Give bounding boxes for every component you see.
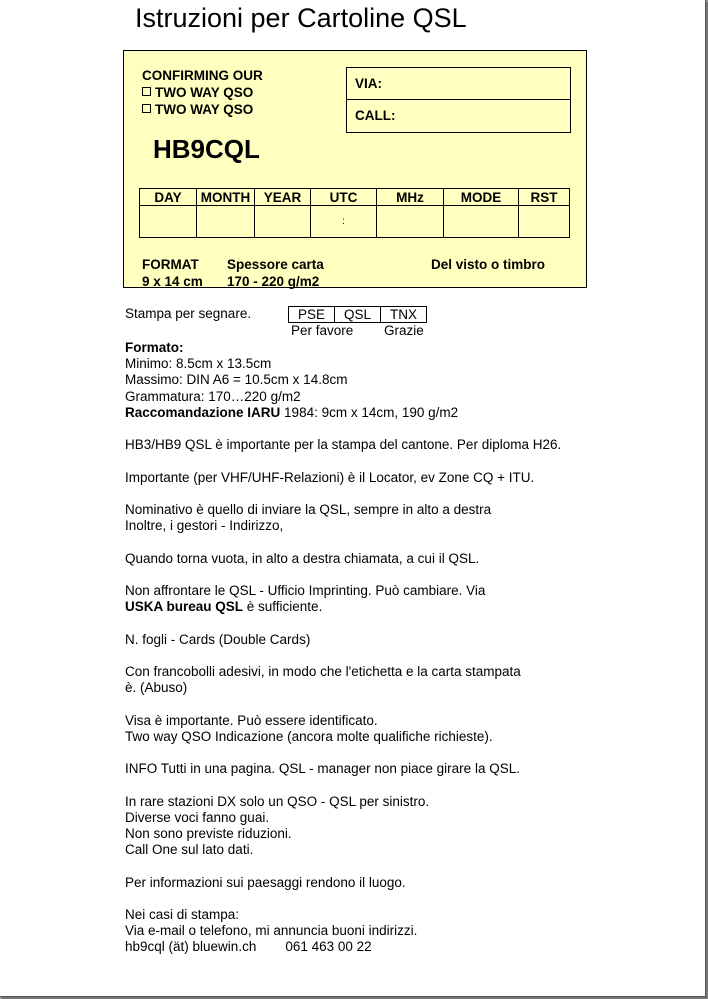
page-title: Istruzioni per Cartoline QSL bbox=[135, 3, 467, 33]
visa-label: Del visto o timbro bbox=[431, 257, 546, 272]
cell-utc: : bbox=[311, 206, 377, 238]
formato-min: Minimo: 8.5cm x 13.5cm bbox=[125, 356, 272, 372]
stamp-tnx: TNX bbox=[380, 307, 426, 322]
contact-paragraph: Nei casi di stampa: Via e-mail o telefono, mi annuncia buoni indirizzi. hb9cql (ät) bluewin.ch 061 463 00 22 bbox=[125, 906, 418, 955]
checkbox-icon bbox=[142, 87, 151, 96]
phone-text: 061 463 00 22 bbox=[285, 939, 372, 955]
email-text: hb9cql (ät) bluewin.ch bbox=[125, 939, 257, 955]
col-year: YEAR bbox=[255, 189, 311, 206]
stamp-sub-thanks: Grazie bbox=[384, 323, 424, 338]
instructions-text bbox=[125, 306, 685, 972]
stamp-table bbox=[288, 306, 427, 323]
format-value: 9 x 14 cm bbox=[142, 274, 203, 289]
col-month: MONTH bbox=[197, 189, 255, 206]
confirming-block bbox=[142, 67, 263, 118]
paragraph: Nominativo è quello di inviare la QSL, sempre in alto a destra Inoltre, i gestori - Indirizzo, bbox=[125, 501, 492, 534]
col-mhz: MHz bbox=[377, 189, 444, 206]
stamp-row bbox=[125, 306, 685, 340]
qso-log-table bbox=[139, 188, 570, 238]
stamp-qsl: QSL bbox=[334, 307, 380, 322]
cell-mhz bbox=[377, 206, 444, 238]
confirm-option-2: TWO WAY QSO bbox=[142, 101, 263, 118]
call-label: CALL: bbox=[347, 99, 570, 131]
cell-mode bbox=[444, 206, 519, 238]
formato-section bbox=[125, 340, 685, 421]
via-call-box bbox=[346, 67, 571, 133]
thickness-value: 170 - 220 g/m2 bbox=[227, 274, 320, 289]
paragraph: In rare stazioni DX solo un QSO - QSL per sinistro. Diverse voci fanno guai. Non sono previste riduzioni. Call One sul lato dati. bbox=[125, 793, 430, 858]
col-utc: UTC bbox=[311, 189, 377, 206]
uska-bureau: USKA bureau QSL bbox=[125, 599, 244, 615]
col-rst: RST bbox=[519, 189, 570, 206]
cell-month bbox=[197, 206, 255, 238]
paragraph: N. fogli - Cards (Double Cards) bbox=[125, 631, 311, 647]
table-row bbox=[140, 206, 570, 238]
stamp-label: Stampa per segnare. bbox=[125, 306, 252, 321]
stamp-sub-please: Per favore bbox=[291, 323, 354, 338]
via-label: VIA: bbox=[355, 76, 382, 91]
formato-weight: Grammatura: 170…220 g/m2 bbox=[125, 388, 301, 404]
formato-heading: Formato: bbox=[125, 340, 184, 355]
paragraph: INFO Tutti in una pagina. QSL - manager non piace girare la QSL. bbox=[125, 761, 520, 777]
iaru-label: Raccomandazione IARU bbox=[125, 404, 281, 420]
thickness-label: Spessore carta bbox=[227, 257, 324, 272]
thickness-block bbox=[227, 256, 324, 290]
format-block bbox=[142, 256, 203, 290]
paragraph: Quando torna vuota, in alto a destra chiamata, a cui il QSL. bbox=[125, 550, 480, 566]
cell-year bbox=[255, 206, 311, 238]
checkbox-icon bbox=[142, 104, 151, 113]
paragraph: Per informazioni sui paesaggi rendono il luogo. bbox=[125, 874, 406, 890]
paragraph: Non affrontare le QSL - Ufficio Imprinting. Può cambiare. Via USKA bureau QSL è sufficiente. bbox=[125, 582, 486, 615]
paragraph: Con francobolli adesivi, in modo che l'etichetta e la carta stampata è. (Abuso) bbox=[125, 663, 521, 696]
formato-max: Massimo: DIN A6 = 10.5cm x 14.8cm bbox=[125, 372, 348, 388]
confirm-option-1: TWO WAY QSO bbox=[142, 84, 263, 101]
col-mode: MODE bbox=[444, 189, 519, 206]
format-label: FORMAT bbox=[142, 257, 199, 272]
iaru-value: 1984: 9cm x 14cm, 190 g/m2 bbox=[280, 404, 459, 420]
col-day: DAY bbox=[140, 189, 197, 206]
stamp-pse: PSE bbox=[298, 307, 326, 322]
paragraph: Importante (per VHF/UHF-Relazioni) è il Locator, ev Zone CQ + ITU. bbox=[125, 469, 535, 485]
qsl-card-sample bbox=[123, 50, 587, 288]
paragraph: Visa è importante. Può essere identificato. Two way QSO Indicazione (ancora molte qualifiche richieste). bbox=[125, 712, 493, 744]
confirming-label: CONFIRMING OUR bbox=[142, 68, 263, 83]
cell-day bbox=[140, 206, 197, 238]
cell-rst bbox=[519, 206, 570, 238]
callsign: HB9CQL bbox=[153, 134, 260, 164]
paragraph: HB3/HB9 QSL è importante per la stampa del cantone. Per diploma H26. bbox=[125, 437, 562, 453]
